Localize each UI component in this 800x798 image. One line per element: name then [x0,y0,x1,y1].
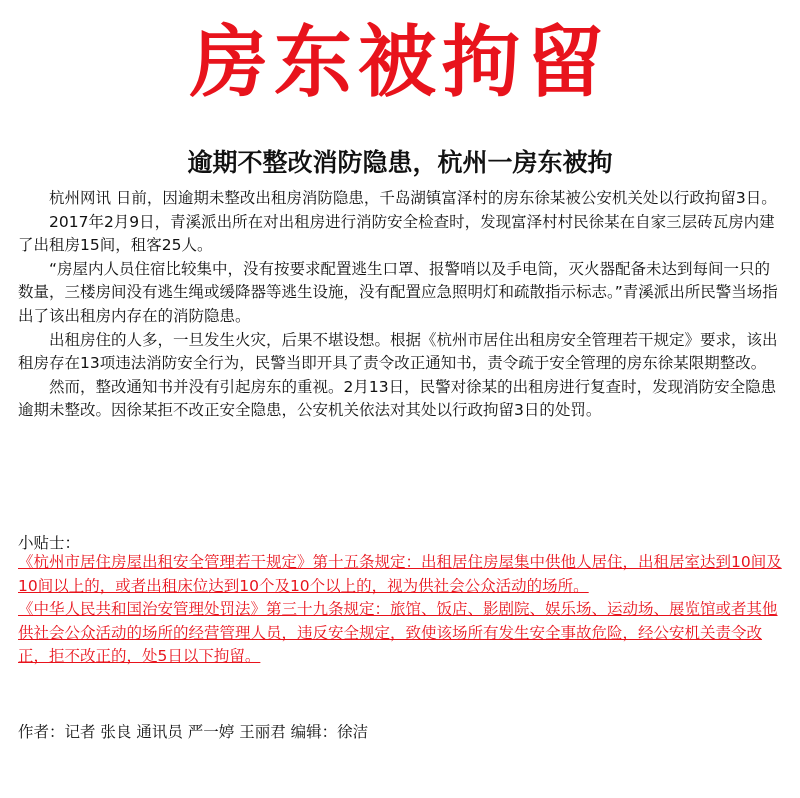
paragraph: 2017年2月9日，青溪派出所在对出租房进行消防安全检查时，发现富泽村村民徐某在自家三层砖瓦房内建了出租房15间，租客25人。 [18,212,775,255]
subtitle: 逾期不整改消防隐患，杭州一房东被拘 [187,148,613,177]
paragraph: “房屋内人员住宿比较集中，没有按要求配置逃生口罩、报警哨以及手电筒，灭火器配备未达到每间一只的数量，三楼房间没有逃生绳或缓降器等逃生设施，没有配置应急照明灯和疏散指示标志。”青溪派出所民警当场指出了该出租房内存在的消防隐患。 [18,259,778,325]
paragraph: 出租房住的人多，一旦发生火灾，后果不堪设想。根据《杭州市居住出租房安全管理若干规定》要求，该出租房存在13项违法消防安全行为，民警当即开具了责令改正通知书，责令疏于安全管理的房东徐某限期整改。 [18,330,778,373]
byline: 作者：记者 张良 通讯员 严一婷 王丽君 编辑：徐洁 [18,723,369,741]
paragraph: 然而，整改通知书并没有引起房东的重视。2月13日，民警对徐某的出租房进行复查时，发现消防安全隐患逾期未整改。因徐某拒不改正安全隐患，公安机关依法对其处以行政拘留3日的处罚。 [18,377,777,420]
tip-item: 《杭州市居住房屋出租安全管理若干规定》第十五条规定：出租居住房屋集中供他人居住，出租居室达到10间及10间以上的，或者出租床位达到10个及10个以上的，视为供社会公众活动的场所。 [18,553,782,595]
paragraph: 杭州网讯 日前，因逾期未整改出租房消防隐患，千岛湖镇富泽村的房东徐某被公安机关处以行政拘留3日。 [49,189,777,207]
tips-label: 小贴士： [18,534,81,552]
tip-item: 《中华人民共和国治安管理处罚法》第三十九条规定：旅馆、饭店、影剧院、娱乐场、运动场、展览馆或者其他供社会公众活动的场所的经营管理人员，违反安全规定，致使该场所有发生安全事故危险，经公安机关责令改正，拒不改正的，处5日以下拘留。 [18,600,778,666]
article-body [18,187,784,423]
headline: 房东被拘留 [189,18,610,108]
tips-section [18,551,784,669]
